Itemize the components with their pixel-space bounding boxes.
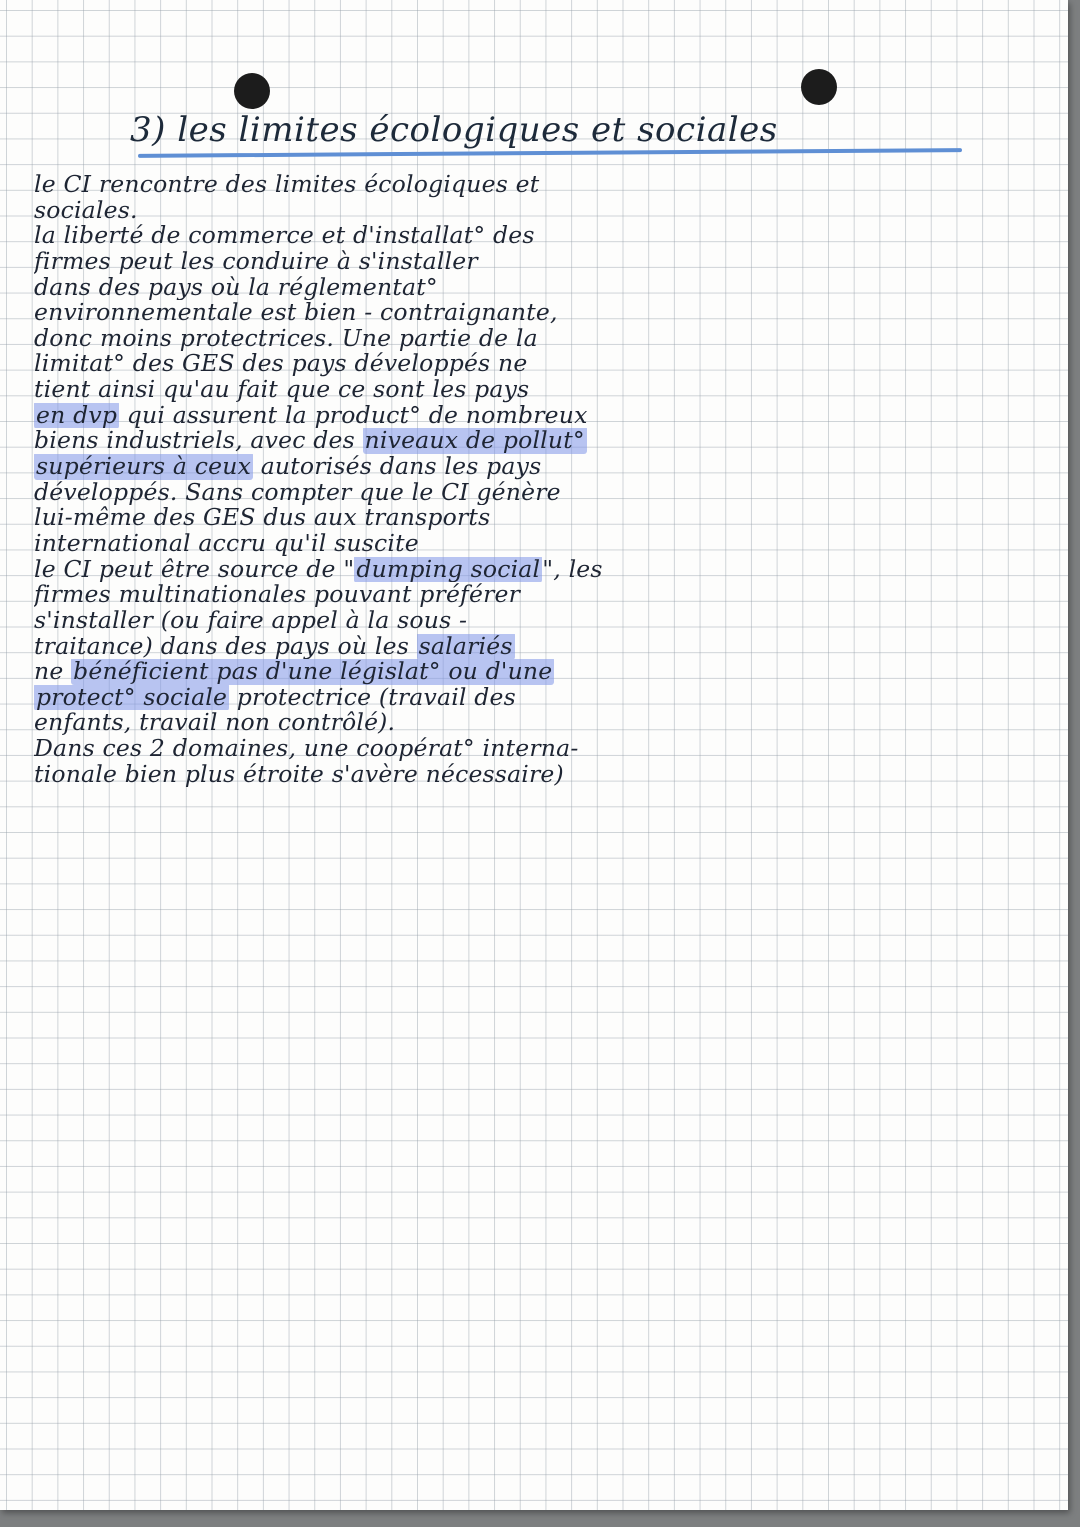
text-segment: traitance) dans des pays où les	[34, 633, 417, 660]
text-line	[34, 172, 1044, 198]
text-line	[34, 454, 1044, 480]
text-segment: le CI rencontre des limites écologiques et	[34, 172, 540, 198]
text-line	[34, 634, 1044, 660]
text-line	[34, 428, 1044, 454]
text-line	[34, 710, 1044, 736]
text-segment: sociales.	[34, 197, 138, 224]
text-segment: tient ainsi qu'au fait que ce sont les pays	[34, 377, 530, 403]
text-line	[34, 505, 1044, 531]
text-line	[34, 275, 1044, 301]
text-segment: dans des pays où la réglementat°	[34, 274, 438, 301]
text-segment: environnementale est bien - contraignante,	[34, 300, 558, 326]
text-segment: donc moins protectrices. Une partie de la	[34, 325, 538, 352]
text-segment: tionale bien plus étroite s'avère nécessaire)	[34, 761, 564, 788]
highlighted-text: bénéficient pas d'une législat° ou d'une	[73, 659, 553, 685]
text-line	[34, 326, 1044, 352]
text-segment: lui-même des GES dus aux transports	[34, 505, 491, 531]
text-segment: Dans ces 2 domaines, une coopérat° interna-	[34, 736, 579, 762]
highlighted-text: salariés	[418, 633, 513, 660]
text-segment: ", les	[542, 556, 603, 583]
highlighted-text: supérieurs à ceux	[36, 454, 252, 480]
text-line	[34, 557, 1044, 583]
text-line	[34, 736, 1044, 762]
text-segment: développés. Sans compter que le CI génère	[34, 479, 561, 506]
punch-hole-left	[234, 73, 270, 109]
text-line	[34, 608, 1044, 634]
text-segment: biens industriels, avec des	[34, 428, 363, 455]
text-line	[34, 531, 1044, 557]
text-segment: autorisés dans les pays	[253, 454, 542, 480]
text-segment: firmes multinationales pouvant préférer	[34, 582, 521, 608]
text-segment: le CI peut être source de "	[34, 556, 355, 583]
highlighted-text: niveaux de pollut°	[364, 428, 585, 455]
text-line	[34, 198, 1044, 224]
highlighted-text: en dvp	[36, 402, 118, 429]
text-line	[34, 480, 1044, 506]
text-segment: ne	[34, 659, 72, 685]
text-line	[34, 249, 1044, 275]
highlighted-text: dumping social	[356, 556, 541, 583]
text-segment: s'installer (ou faire appel à la sous -	[34, 607, 468, 634]
text-segment: la liberté de commerce et d'installat° des	[34, 223, 535, 249]
text-segment: limitat° des GES des pays développés ne	[34, 351, 528, 378]
text-line	[34, 582, 1044, 608]
text-line	[34, 351, 1044, 377]
text-segment: qui assurent la product° de nombreux	[119, 402, 588, 429]
text-segment: international accru qu'il suscite	[34, 530, 419, 557]
text-line	[34, 685, 1044, 711]
highlighted-text: protect° sociale	[36, 684, 228, 711]
text-line	[34, 223, 1044, 249]
text-line	[34, 300, 1044, 326]
section-title: 3) les limites écologiques et sociales	[130, 110, 778, 150]
text-line	[34, 377, 1044, 403]
handwritten-body	[34, 172, 1044, 787]
text-segment: protectrice (travail des	[229, 684, 516, 711]
punch-hole-right	[801, 69, 837, 105]
text-segment: firmes peut les conduire à s'installer	[34, 248, 478, 275]
text-line	[34, 659, 1044, 685]
text-segment: enfants, travail non contrôlé).	[34, 710, 396, 737]
text-line	[34, 762, 1044, 788]
text-line	[34, 403, 1044, 429]
